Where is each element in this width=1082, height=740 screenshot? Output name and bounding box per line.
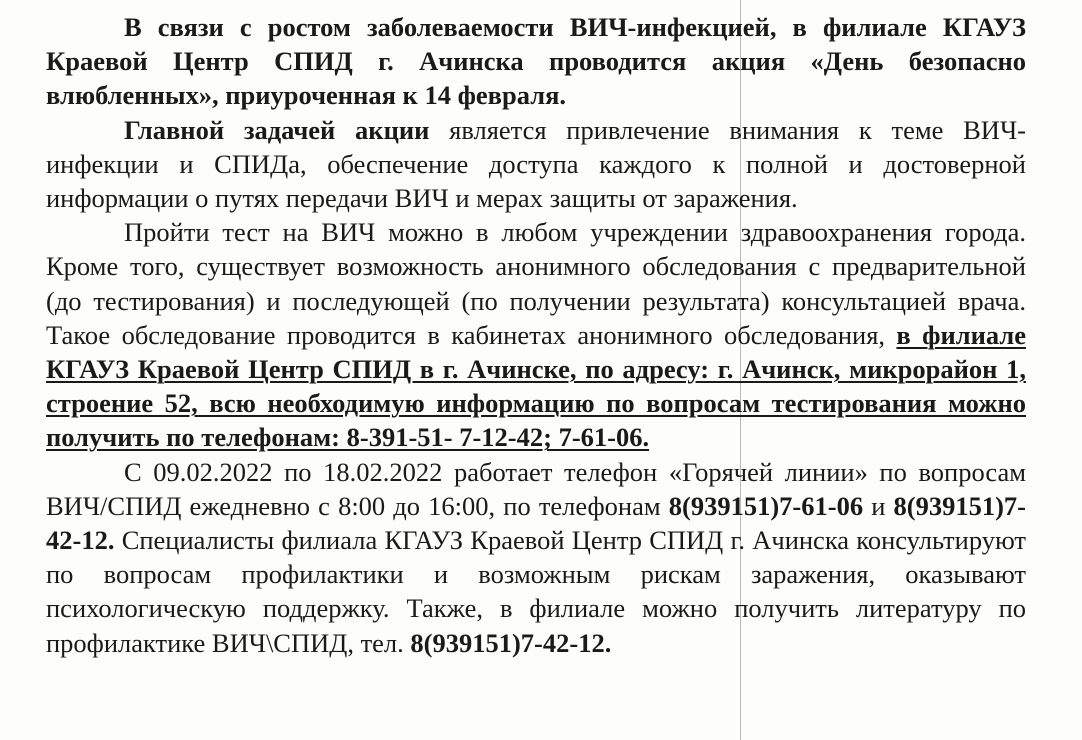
goal-label: Главной задачей акции [124,114,430,145]
paragraph-intro [46,10,1026,113]
paragraph-goal [46,113,1026,216]
hotline-phone-1: 8(939151)7-61-06 [668,490,864,521]
hotline-phone-3: 8(939151)7-42-12. [410,627,612,658]
hotline-text-3: Специалисты филиала КГАУЗ Краевой Центр СПИД г. Ачинска консультируют по вопросам профилактики и возможным рискам заражения, оказывают психологическую поддержку. Также, в филиале можно получить литературу по профилактике ВИЧ\СПИД, тел. [46,525,1026,658]
hotline-phone-2: 8(939151)7-42-12. [46,490,1026,556]
paragraph-hotline [46,455,1026,660]
goal-text: является привлечение внимания к теме ВИЧ-инфекции и СПИДа, обеспечение доступа каждого к полной и достоверной информации о путях передачи ВИЧ и мерах защиты от заражения. [46,114,1026,214]
testing-text: Пройти тест на ВИЧ можно в любом учреждении здравоохранения города. Кроме того, существует возможность анонимного обследования с предварительной (до тестирования) и последующей (по получении результата) консультацией врача. Такое обследование проводится в кабинетах анонимного обследования, [46,217,1026,350]
testing-address-info: в филиале КГАУЗ Краевой Центр СПИД в г. Ачинске, по адресу: г. Ачинск, микрорайон 1, строение 52, всю необходимую информацию по вопросам тестирования можно получить по телефонам: 8-391-51- 7-12-42; 7-61-06. [46,319,1026,453]
document-body [46,10,1026,660]
paragraph-testing [46,215,1026,454]
intro-bold-text: В связи с ростом заболеваемости ВИЧ-инфекцией, в филиале КГАУЗ Краевой Центр СПИД г. Ачинска проводится акция «День безопасно влюбленных», приуроченная к 14 февраля. [46,12,1026,111]
hotline-text-1: С 09.02.2022 по 18.02.2022 работает телефон «Горячей линии» по вопросам ВИЧ/СПИД ежедневно с 8:00 до 16:00, по телефонам [46,456,1026,521]
hotline-text-2: и [863,490,894,521]
